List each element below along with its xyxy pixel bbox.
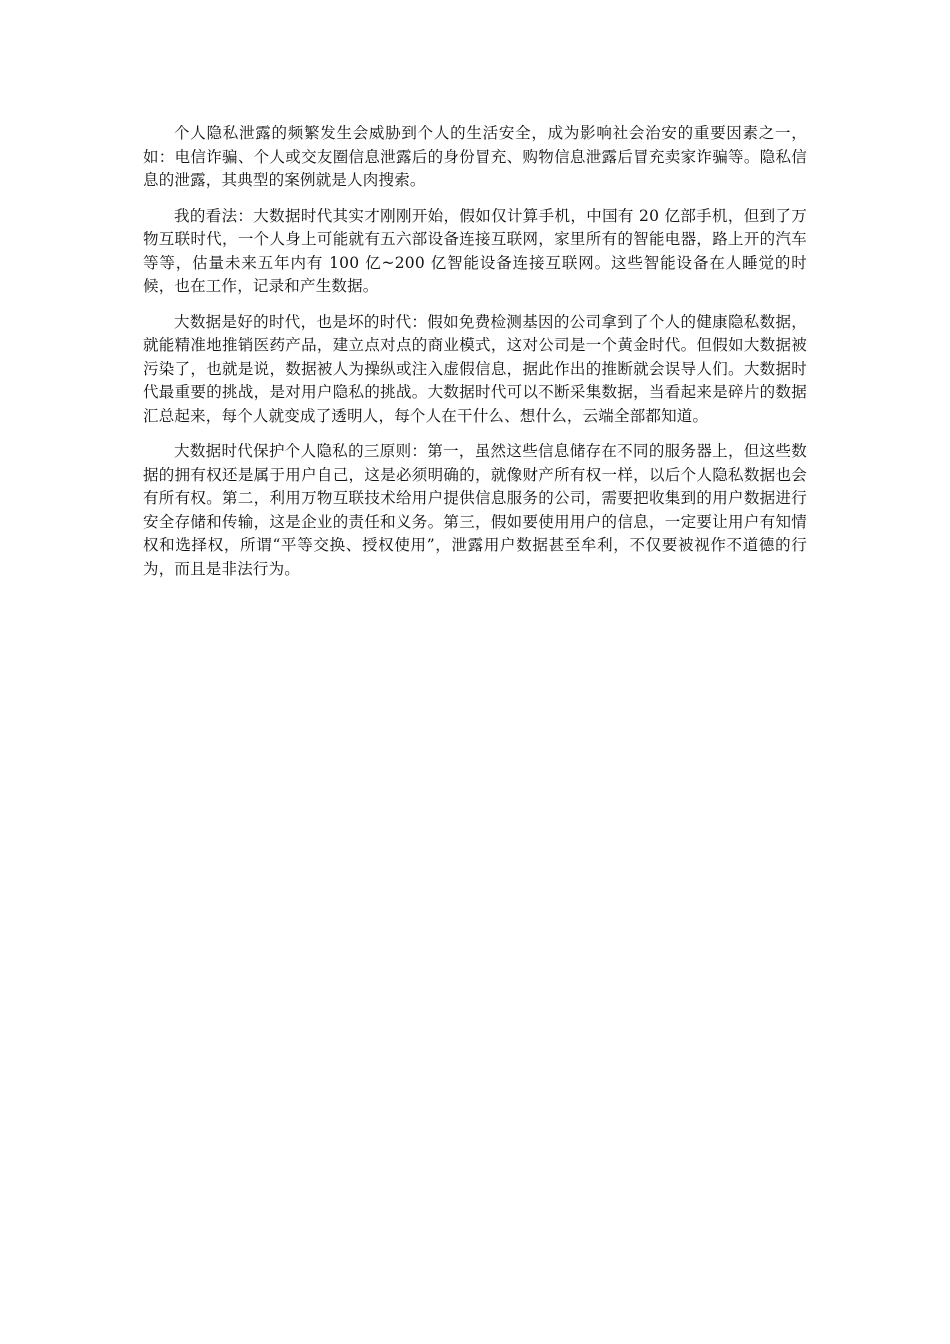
paragraph-3: 大数据是好的时代，也是坏的时代：假如免费检测基因的公司拿到了个人的健康隐私数据，就能精准地推销医药产品，建立点对点的商业模式，这对公司是一个黄金时代。但假如大数据被污染了，也就是说，数据被人为操纵或注入虚假信息，据此作出的推断就会误导人们。大数据时代最重要的挑战，是对用户隐私的挑战。大数据时代可以不断采集数据，当看起来是碎片的数据汇总起来，每个人就变成了透明人，每个人在干什么、想什么，云端全部都知道。 bbox=[143, 312, 807, 425]
paragraph-1: 个人隐私泄露的频繁发生会威胁到个人的生活安全，成为影响社会治安的重要因素之一，如：电信诈骗、个人或交友圈信息泄露后的身份冒充、购物信息泄露后冒充卖家诈骗等。隐私信息的泄露，其典型的案例就是人肉搜索。 bbox=[143, 124, 807, 189]
document-body bbox=[143, 122, 807, 593]
paragraph-2: 我的看法：大数据时代其实才刚刚开始，假如仅计算手机，中国有 20 亿部手机，但到了万物互联时代，一个人身上可能就有五六部设备连接互联网，家里所有的智能电器，路上开的汽车等等，估量未来五年内有 100 亿~200 亿智能设备连接互联网。这些智能设备在人睡觉的时候，也在工作，记录和产生数据。 bbox=[143, 206, 807, 295]
paragraph-4: 大数据时代保护个人隐私的三原则：第一，虽然这些信息储存在不同的服务器上，但这些数据的拥有权还是属于用户自己，这是必须明确的，就像财产所有权一样，以后个人隐私数据也会有所有权。第二，利用万物互联技术给用户提供信息服务的公司，需要把收集到的用户数据进行安全存储和传输，这是企业的责任和义务。第三，假如要使用用户的信息，一定要让用户有知情权和选择权，所谓“平等交换、授权使用”，泄露用户数据甚至牟利，不仅要被视作不道德的行为，而且是非法行为。 bbox=[143, 442, 807, 578]
